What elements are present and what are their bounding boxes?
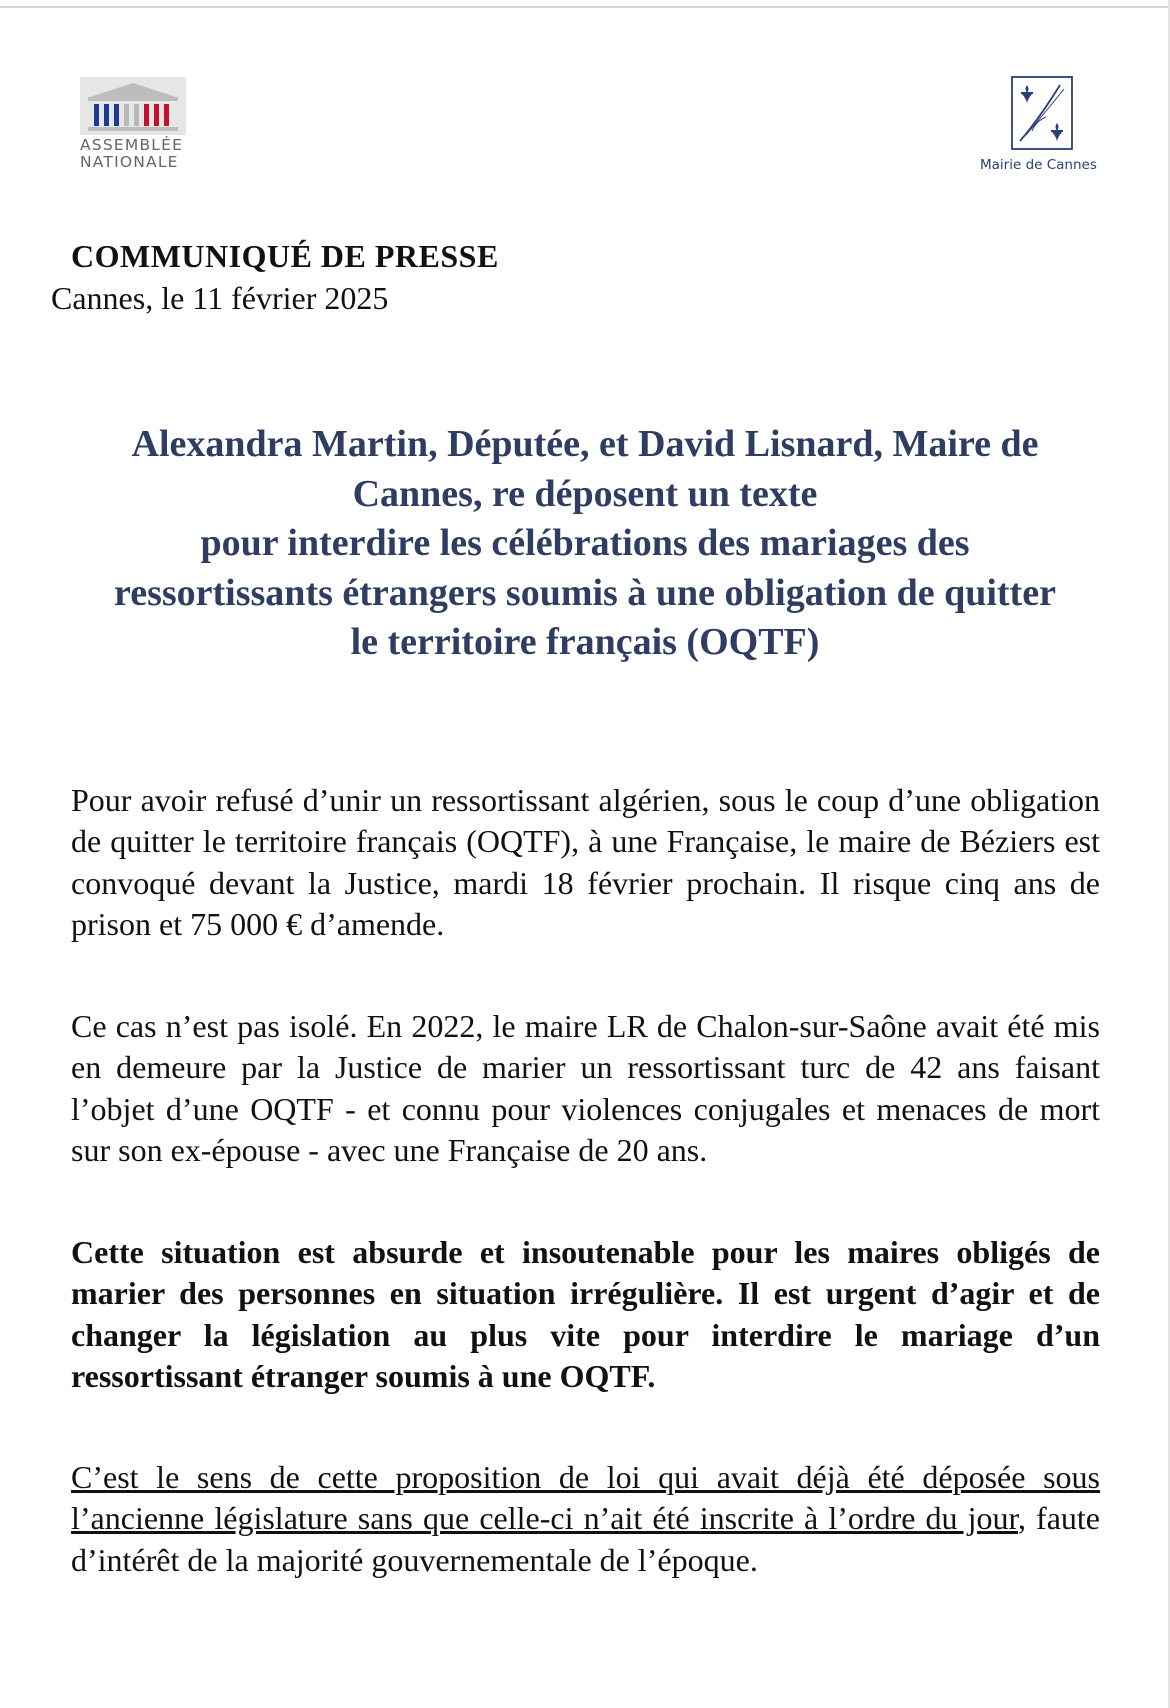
headline — [70, 420, 1100, 668]
press-release-title: COMMUNIQUÉ DE PRESSE — [71, 238, 499, 274]
press-release-date: Cannes, le 11 février 2025 — [51, 280, 389, 316]
mairie-de-cannes-logo — [980, 75, 1120, 173]
assemblee-logo-line1: ASSEMBLÉE — [80, 136, 184, 154]
headline-line: Cannes, re déposent un texte — [352, 472, 818, 515]
headline-line: pour interdire les célébrations des mariages des — [200, 522, 970, 564]
paragraph-continuation: , faute d’intérêt de la majorité gouvernementale de l’époque. — [71, 1500, 1101, 1578]
assemblee-building-icon — [80, 77, 186, 135]
paragraph-bill-history — [71, 1457, 1100, 1581]
headline-line: Alexandra Martin, Députée, et David Lisnard, Maire de — [131, 423, 1039, 465]
cannes-crest-icon — [1010, 75, 1074, 151]
paragraph-urgent-action: Cette situation est absurde et insoutenable pour les maires obligés de marier des personnes en situation irrégulière. Il est urgent d’agir et de changer la législation au plus vite pour interdire le mariage d’un ressortissant étranger soumis à une OQTF. — [71, 1234, 1100, 1394]
assemblee-nationale-logo — [80, 77, 192, 171]
paragraph-beziers-case: Pour avoir refusé d’unir un ressortissant algérien, sous le coup d’une obligation de quitter le territoire français (OQTF), à une Française, le maire de Béziers est convoqué devant la Justice, mardi 18 février prochain. Il risque cinq ans de prison et 75 000 € d’amende. — [71, 782, 1100, 942]
headline-line: ressortissants étrangers soumis à une obligation de quitter — [114, 571, 1056, 614]
headline-line: le territoire français (OQTF) — [350, 621, 820, 663]
underlined-text: C’est le sens de cette proposition de loi qui avait déjà été déposée sous l’ancienne législature sans que celle-ci n’ait été inscrite à l’ordre du jour — [71, 1459, 1100, 1537]
top-border — [0, 6, 1170, 8]
mairie-logo-caption: Mairie de Cannes — [980, 157, 1097, 173]
paragraph-chalon-case: Ce cas n’est pas isolé. En 2022, le maire LR de Chalon-sur-Saône avait été mis en demeure par la Justice de marier un ressortissant turc de 42 ans faisant l’objet d’une OQTF - et connu pour violences conjugales et menaces de mort sur son ex-épouse - avec une Française de 20 ans. — [71, 1008, 1100, 1168]
assemblee-logo-line2: NATIONALE — [80, 153, 179, 171]
